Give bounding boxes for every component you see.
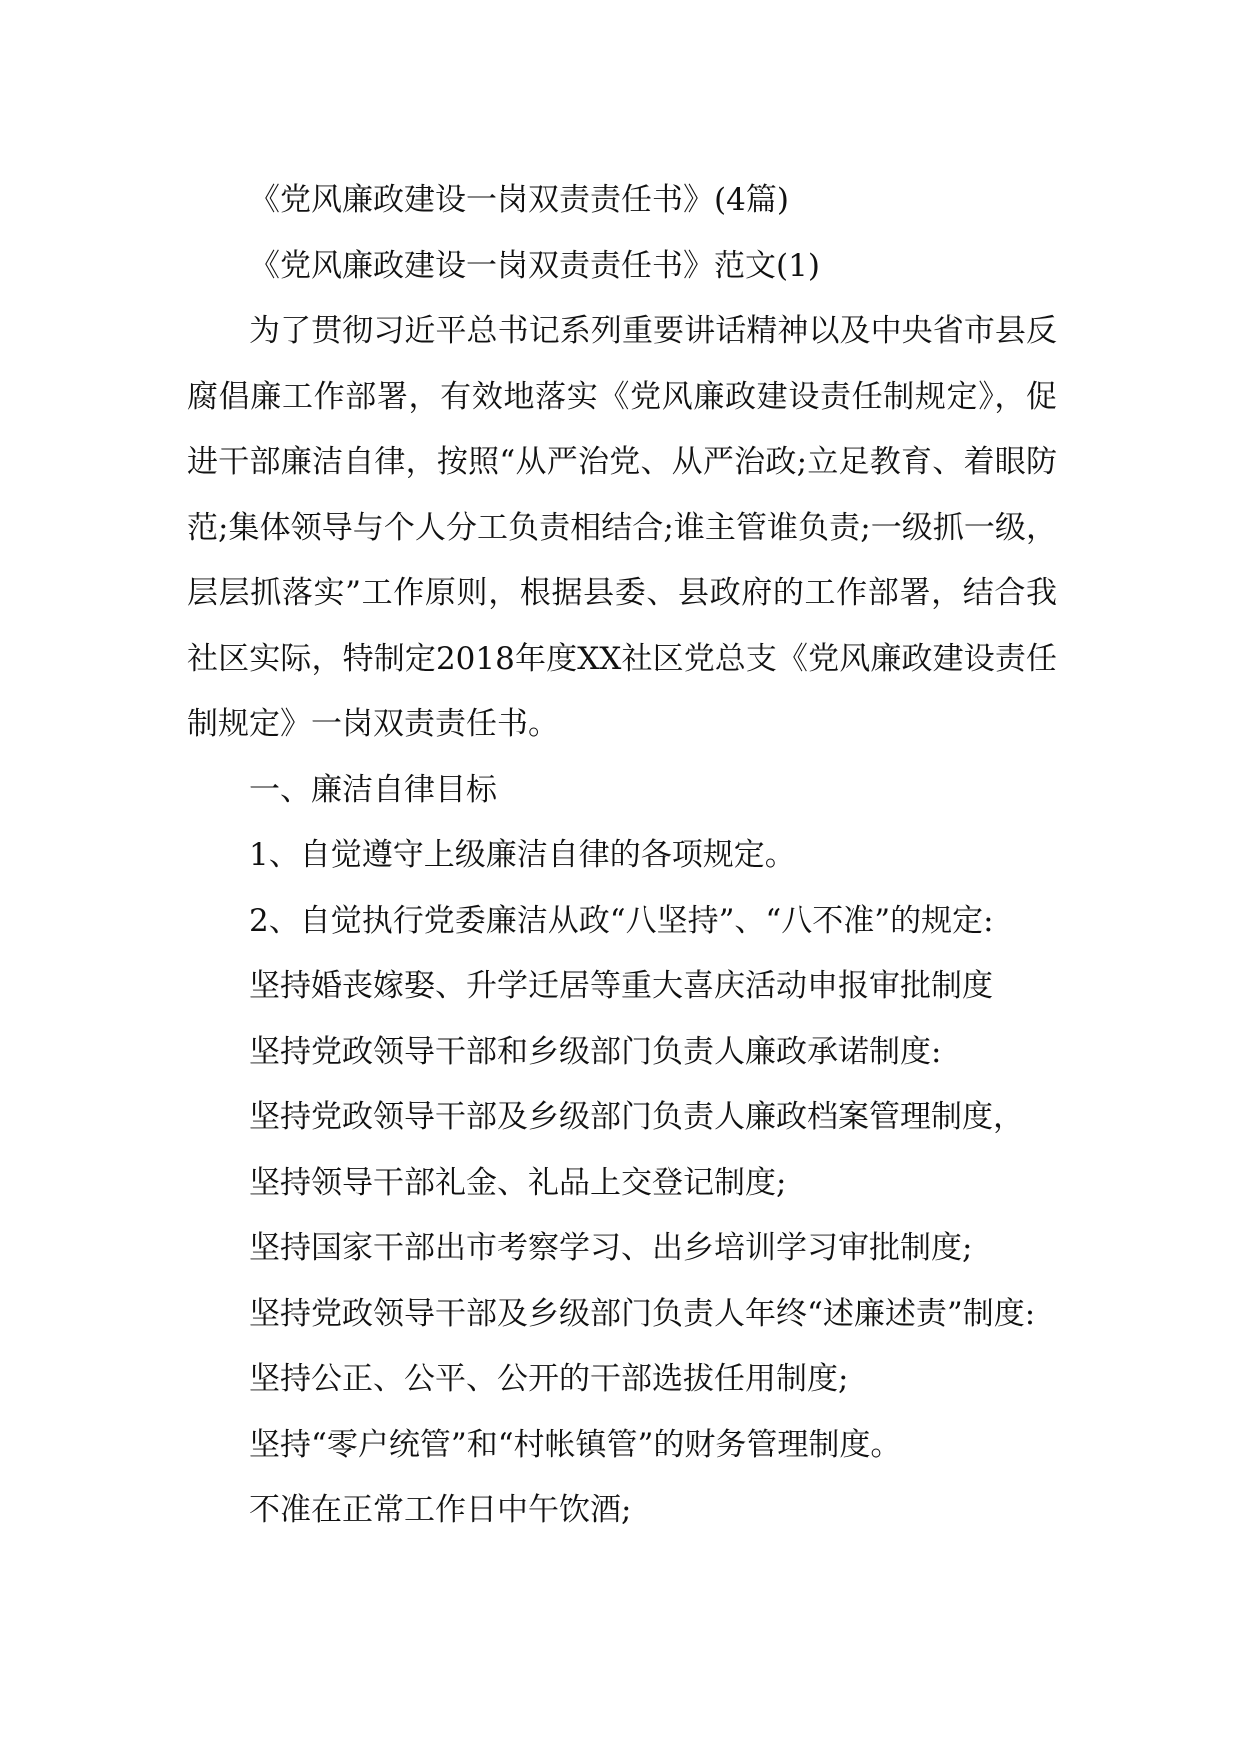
list-item: 坚持领导干部礼金、礼品上交登记制度; [249, 1164, 787, 1201]
list-item: 坚持“零户统管”和“村帐镇管”的财务管理制度。 [249, 1426, 902, 1463]
list-item: 坚持党政领导干部及乡级部门负责人年终“述廉述责”制度: [249, 1295, 1036, 1332]
document-subtitle: 《党风廉政建设一岗双责责任书》范文(1) [249, 247, 820, 284]
list-item: 坚持党政领导干部及乡级部门负责人廉政档案管理制度， [249, 1099, 1024, 1135]
list-item: 坚持公正、公平、公开的干部选拔任用制度; [249, 1361, 849, 1397]
section-heading-integrity-goals: 一、廉洁自律目标 [249, 771, 497, 808]
document-title: 《党风廉政建设一岗双责责任书》(4篇) [249, 182, 789, 218]
list-item: 1、自觉遵守上级廉洁自律的各项规定。 [249, 837, 796, 873]
list-item: 坚持国家干部出市考察学习、出乡培训学习审批制度; [249, 1230, 973, 1266]
list-item: 不准在正常工作日中午饮酒; [249, 1492, 632, 1528]
list-item: 坚持党政领导干部和乡级部门负责人廉政承诺制度: [249, 1033, 942, 1070]
list-item: 坚持婚丧嫁娶、升学迁居等重大喜庆活动申报审批制度 [249, 968, 993, 1004]
paragraph-intro: 为了贯彻习近平总书记系列重要讲话精神以及中央省市县反腐倡廉工作部署，有效地落实《党风廉政建设责任制规定》，促进干部廉洁自律，按照“从严治党、从严治政;立足教育、着眼防范;集体领导与个人分工负责相结合;谁主管谁负责;一级抓一级，层层抓落实”工作原则，根据县委、县政府的工作部署，结合我社区实际，特制定2018年度XX社区党总支《党风廉政建设责任制规定》一岗双责责任书。 [187, 313, 1057, 742]
list-item: 2、自觉执行党委廉洁从政“八坚持”、“八不准”的规定: [249, 902, 994, 939]
document-body [187, 168, 1057, 1544]
